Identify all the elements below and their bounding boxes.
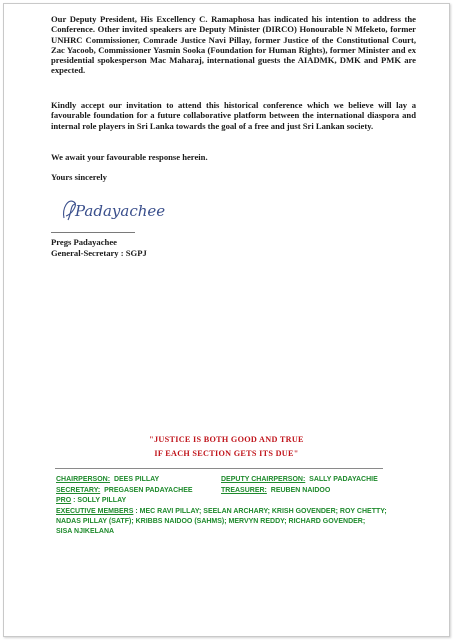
pro-label: PRO xyxy=(56,497,72,504)
signature-line xyxy=(51,232,135,233)
footer-treasurer xyxy=(221,486,330,495)
footer-deputy-chairperson xyxy=(221,475,378,484)
footer-secretary xyxy=(56,486,193,495)
paragraph-speakers: Our Deputy President, His Excellency C. Ramaphosa has indicated his intention to address the Conference. Other invited speakers are Deputy Minister (DIRCO) Honourable N Mfeketo, former UNHRC Commissioner, Comrade Justice Navi Pillay, former Justice of the Constitutional Court, Zac Yacoob, Commissioner Yasmin Sooka (Foundation for Human Rights), former Minister and ex presidential spokesperson Mac Maharaj, international guests the AIADMK, DMK and PMK are expected. xyxy=(51,14,416,76)
treasurer-value: REUBEN NAIDOO xyxy=(270,487,331,494)
footer-executive-members xyxy=(56,507,387,516)
exec-line-1: : MEC RAVI PILLAY; SEELAN ARCHARY; KRISH GOVENDER; ROY CHETTY; xyxy=(135,508,387,515)
chairperson-label: CHAIRPERSON: xyxy=(56,476,111,483)
motto-line-1: "JUSTICE IS BOTH GOOD AND TRUE xyxy=(149,435,304,444)
closing-salutation: Yours sincerely xyxy=(51,172,107,182)
await-response-line: We await your favourable response herein. xyxy=(51,152,208,162)
chairperson-value: DEES PILLAY xyxy=(113,476,160,483)
deputy-label: DEPUTY CHAIRPERSON: xyxy=(221,476,306,483)
exec-line-3: SISA NJIKELANA xyxy=(56,528,115,535)
signature-text: Padayachee xyxy=(75,202,166,220)
exec-label: EXECUTIVE MEMBERS xyxy=(56,508,134,515)
signer-name: Pregs Padayachee xyxy=(51,237,117,247)
signer-title: General-Secretary : SGPJ xyxy=(51,248,147,258)
pro-value: : SOLLY PILLAY xyxy=(73,497,127,504)
letter-page xyxy=(3,3,450,637)
footer-chairperson xyxy=(56,475,159,484)
treasurer-label: TREASURER: xyxy=(221,487,267,494)
paragraph-invitation: Kindly accept our invitation to attend this historical conference which we believe will lay a favourable foundation for a future collaborative platform between the international diaspora and internal role players in Sri Lanka towards the goal of a free and just Sri Lankan society. xyxy=(51,100,416,131)
exec-line-2: NADAS PILLAY (SATF); KRIBBS NAIDOO (SAHMS); MERVYN REDDY; RICHARD GOVENDER; xyxy=(56,518,366,525)
footer-divider xyxy=(55,468,383,469)
motto-line-2: IF EACH SECTION GETS ITS DUE" xyxy=(154,449,299,458)
footer-pro xyxy=(56,496,126,505)
deputy-value: SALLY PADAYACHIE xyxy=(309,476,378,483)
signature-image xyxy=(58,192,168,228)
secretary-label: SECRETARY: xyxy=(56,487,101,494)
secretary-value: PREGASEN PADAYACHEE xyxy=(104,487,193,494)
